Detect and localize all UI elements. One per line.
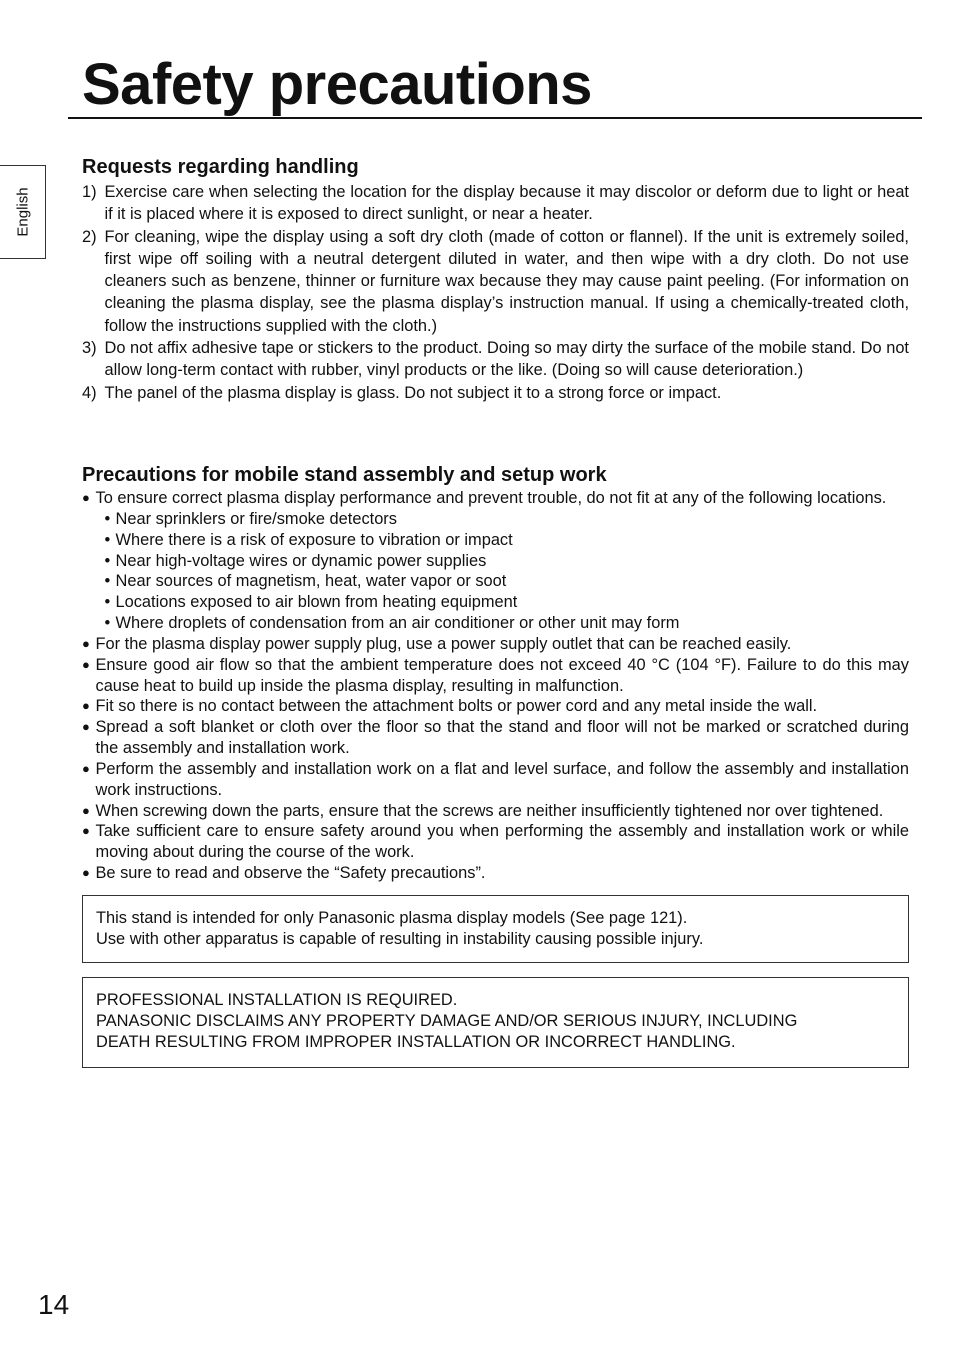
item-text: To ensure correct plasma display performance and prevent trouble, do not fit at any of the following locations. [95,488,887,507]
page-number: 14 [38,1289,70,1320]
bullet-icon: ● [82,719,90,735]
handling-section [82,154,909,404]
sub-list-item [96,613,910,634]
page-content [82,154,909,1068]
sub-item-text: Locations exposed to air blown from heating equipment [115,593,518,612]
sub-bullet-icon: • [104,551,111,570]
sub-bullet-icon: • [104,593,111,612]
sub-item-text: Near sources of magnetism, heat, water vapor or soot [115,572,507,591]
list-item [82,181,909,226]
list-item [82,801,909,822]
sub-item-text: Where droplets of condensation from an air conditioner or other unit may form [115,614,680,633]
item-text: Take sufficient care to ensure safety around you when performing the assembly and installation work or while moving about during the course of the work. [95,822,909,862]
item-text: Do not affix adhesive tape or stickers to the product. Doing so may dirty the surface of the mobile stand. Do not allow long-term contact with rubber, vinyl products or the like. (Doing so will cause deterioration.) [104,339,909,380]
models-notice-box [82,895,909,963]
bullet-icon: ● [82,489,90,505]
sub-bullet-icon: • [104,614,111,633]
list-item [82,655,909,697]
bullet-icon: ● [82,698,90,714]
list-item [82,717,909,759]
sub-bullet-icon: • [104,572,111,591]
sub-list-item [96,509,910,530]
list-item [82,226,909,337]
notice-text: This stand is intended for only Panasonic plasma display models (See page 121). [96,909,688,927]
item-number: 2) [82,227,97,246]
location-list [96,509,910,634]
assembly-heading: Precautions for mobile stand assembly and setup work [82,463,607,486]
assembly-section [82,462,909,884]
handling-list [82,181,909,404]
warning-text: PROFESSIONAL INSTALLATION IS REQUIRED. [96,991,458,1009]
sub-bullet-icon: • [104,530,111,549]
bullet-icon: ● [82,656,90,672]
installation-warning-box [82,977,909,1068]
item-text: Spread a soft blanket or cloth over the floor so that the stand and floor will not be marked or scratched during the assembly and installation work. [95,718,909,758]
item-number: 4) [82,383,97,402]
language-tab-label: English [14,187,31,237]
warning-text: DEATH RESULTING FROM IMPROPER INSTALLATION OR INCORRECT HANDLING. [96,1033,736,1051]
bullet-icon: ● [82,760,90,776]
warning-text: PANASONIC DISCLAIMS ANY PROPERTY DAMAGE AND/OR SERIOUS INJURY, INCLUDING [96,1012,798,1030]
item-text: Perform the assembly and installation work on a flat and level surface, and follow the assembly and installation work instructions. [95,759,909,799]
item-text: Exercise care when selecting the location for the display because it may discolor or deform due to light or heat if it is placed where it is exposed to direct sunlight, or near a heater. [104,183,909,224]
sub-item-text: Where there is a risk of exposure to vibration or impact [115,530,513,549]
page-title: Safety precautions [82,52,592,117]
item-text: Fit so there is no contact between the attachment bolts or power cord and any metal inside the wall. [95,697,818,716]
sub-list-item [96,551,910,572]
sub-list-item [96,592,910,613]
item-text: For the plasma display power supply plug, use a power supply outlet that can be reached easily. [95,634,792,653]
list-item [82,337,909,382]
list-item [82,382,909,404]
list-item [82,821,909,863]
item-text: Ensure good air flow so that the ambient temperature does not exceed 40 °C (104 °F). Failure to do this may cause heat to build up inside the plasma display, resulting in malfunction. [95,655,909,695]
bullet-icon: ● [82,635,90,651]
sub-item-text: Near sprinklers or fire/smoke detectors [115,509,397,528]
list-item [82,863,909,884]
list-item [82,488,909,634]
assembly-list [82,488,909,884]
bullet-icon: ● [82,865,90,881]
sub-item-text: Near high-voltage wires or dynamic power supplies [115,551,487,570]
item-text: For cleaning, wipe the display using a soft dry cloth (made of cotton or flannel). If the unit is extremely soiled, first wipe off soiling with a neutral detergent diluted in water, and then wipe with a dry cloth. Do not use cleaners such as benzene, thinner or furniture wax because they may cause paint peeling. (For information on cleaning the plasma display, see the plasma display’s instruction manual. If using a chemically-treated cloth, follow the instructions supplied with the cloth.) [104,227,909,335]
bullet-icon: ● [82,802,90,818]
list-item [82,634,909,655]
list-item [82,759,909,801]
list-item [82,696,909,717]
bullet-icon: ● [82,823,90,839]
sub-list-item [96,530,910,551]
title-divider [68,117,922,119]
notice-text: Use with other apparatus is capable of resulting in instability causing possible injury. [96,930,704,948]
item-number: 1) [82,183,97,201]
item-text: When screwing down the parts, ensure that the screws are neither insufficiently tightened nor over tightened. [95,801,884,820]
item-text: Be sure to read and observe the “Safety precautions”. [95,864,486,883]
sub-bullet-icon: • [104,509,111,528]
item-number: 3) [82,339,97,358]
language-tab [0,165,46,259]
sub-list-item [96,571,910,592]
handling-heading: Requests regarding handling [82,156,359,178]
item-text: The panel of the plasma display is glass. Do not subject it to a strong force or impact. [104,383,722,402]
